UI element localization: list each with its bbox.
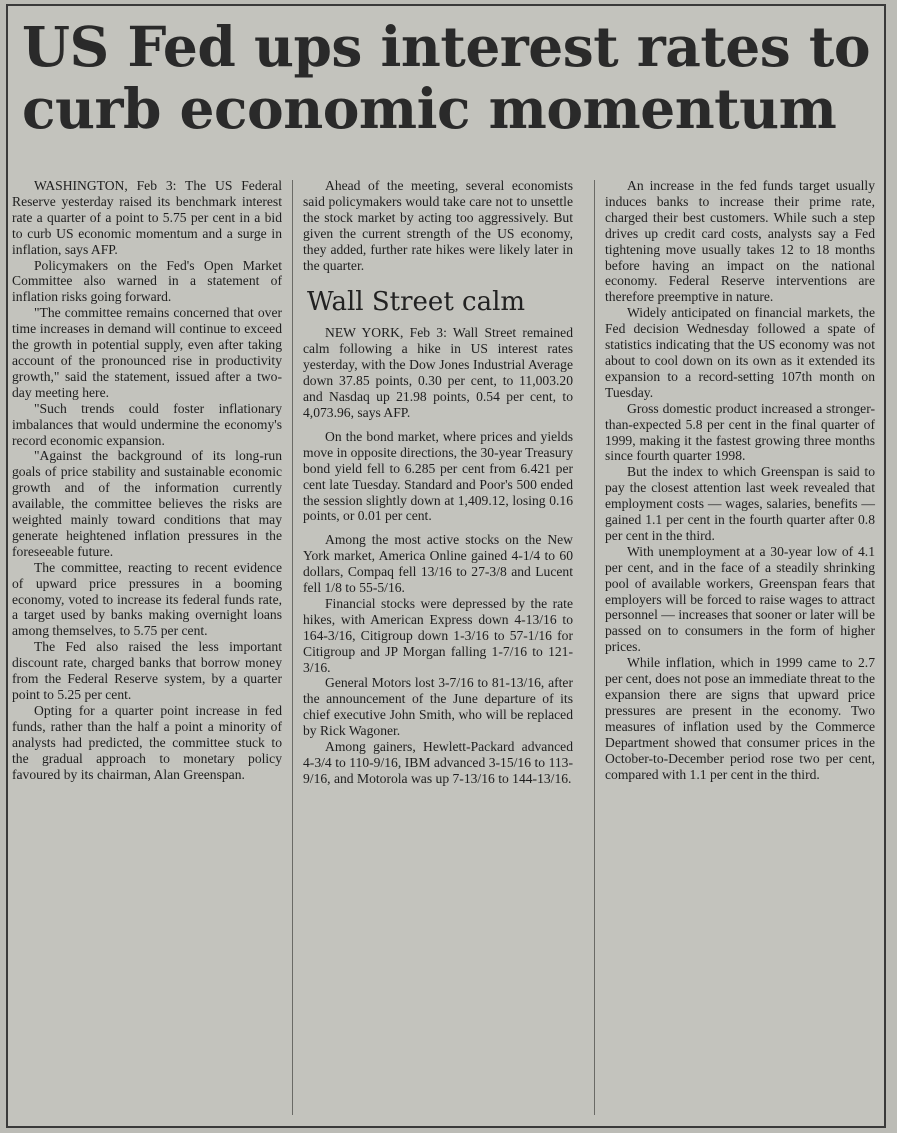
paragraph: "Such trends could foster inflationary imbalances that would undermine the economy's record economic expansion. bbox=[12, 400, 282, 448]
paragraph: Opting for a quarter point increase in fed funds, rather than the half a point a minority of analysts had predicted, the committee stuck to the gradual approach to monetary policy favoured by its chairman, Alan Greenspan. bbox=[12, 702, 282, 782]
article-column-2 bbox=[303, 178, 573, 787]
article-column-3 bbox=[605, 178, 875, 782]
paragraph: "The committee remains concerned that over time increases in demand will continue to exceed the growth in potential supply, even after taking account of the pronounced rise in productivity growth," said the statement, issued after a two-day meeting here. bbox=[12, 305, 282, 400]
paragraph: Financial stocks were depressed by the rate hikes, with American Express down 4-13/16 to 164-3/16, Citigroup down 1-3/16 to 57-1/16 for Citigroup and JP Morgan falling 1-7/16 to 121-3/16. bbox=[303, 595, 573, 675]
paragraph: Gross domestic product increased a stronger-than-expected 5.8 per cent in the final quarter of 1999, making it the fastest growing three months since fourth quarter 1998. bbox=[605, 400, 875, 464]
paragraph: NEW YORK, Feb 3: Wall Street remained calm following a hike in US interest rates yesterday, with the Dow Jones Industrial Average down 37.85 points, 0.30 per cent, to 11,003.20 and Nasdaq up 21.98 points, 0.54 per cent, to 4,073.96, says AFP. bbox=[303, 325, 573, 420]
paragraph: WASHINGTON, Feb 3: The US Federal Reserve yesterday raised its benchmark interest rate a quarter of a point to 5.75 per cent in a bid to curb US economic momentum and a surge in inflation, says AFP. bbox=[12, 178, 282, 257]
paragraph: Widely anticipated on financial markets, the Fed decision Wednesday followed a spate of statistics indicating that the US economy was not about to cool down on its own as it extended its expansion to a record-setting 107th month on Tuesday. bbox=[605, 305, 875, 400]
subheading: Wall Street calm bbox=[307, 287, 526, 318]
paragraph: General Motors lost 3-7/16 to 81-13/16, after the announcement of the June departure of its chief executive John Smith, who will be replaced by Rick Wagoner. bbox=[303, 675, 573, 739]
paragraph: With unemployment at a 30-year low of 4.1 per cent, and in the face of a steadily shrinking pool of available workers, Greenspan fears that employers will be forced to raise wages to attract personnel — increases that sooner or later will be passed on to consumers in the form of higher prices. bbox=[605, 543, 875, 655]
headline: US Fed ups interest rates to curb economic momentum bbox=[22, 14, 871, 141]
paragraph: While inflation, which in 1999 came to 2.7 per cent, does not pose an immediate threat to the expansion there are signs that upward price pressures are present in the economy. Two measures of inflation used by the Commerce Department showed that consumer prices in the October-to-December period rose two per cent, compared with 1.1 per cent in the third. bbox=[605, 655, 875, 782]
paragraph: On the bond market, where prices and yields move in opposite directions, the 30-year Treasury bond yield fell to 6.285 per cent from 6.421 per cent late Tuesday. Standard and Poor's 500 ended the session slightly down at 1,409.12, losing 0.16 points, or 0.01 per cent. bbox=[303, 428, 573, 524]
article-column-1 bbox=[12, 178, 282, 782]
paragraph: Among the most active stocks on the New York market, America Online gained 4-1/4 to 60 dollars, Compaq fell 13/16 to 27-3/8 and Lucent fell 1/8 to 55-5/16. bbox=[303, 532, 573, 596]
paragraph: An increase in the fed funds target usually induces banks to increase their prime rate, charged their best customers. While such a step drives up credit card costs, analysts say a Fed tightening move usually takes 12 to 18 months before having an impact on the national economy. Federal Reserve interventions are therefore preemptive in nature. bbox=[605, 178, 875, 305]
paragraph: "Against the background of its long-run goals of price stability and sustainable economic growth and of the information currently available, the committee believes the risks are weighted mainly toward conditions that may generate heightened inflation pressures in the foreseeable future. bbox=[12, 448, 282, 559]
paragraph: Ahead of the meeting, several economists said policymakers would take care not to unsettle the stock market by acting too aggressively. But given the current strength of the US economy, they added, further rate hikes were likely later in the quarter. bbox=[303, 178, 573, 273]
column-divider bbox=[594, 180, 595, 1115]
paragraph: Policymakers on the Fed's Open Market Committee also warned in a statement of inflation risks going forward. bbox=[12, 257, 282, 305]
paragraph: The committee, reacting to recent evidence of upward price pressures in a booming economy, voted to increase its federal funds rate, a target used by banks making overnight loans among themselves, to 5.75 per cent. bbox=[12, 559, 282, 639]
column-divider bbox=[292, 180, 293, 1115]
paragraph: Among gainers, Hewlett-Packard advanced 4-3/4 to 110-9/16, IBM advanced 3-15/16 to 113-9/16, and Motorola was up 7-13/16 to 144-13/16. bbox=[303, 739, 573, 786]
paragraph: But the index to which Greenspan is said to pay the closest attention last week revealed that employment costs — wages, salaries, benefits — gained 1.1 per cent in the fourth quarter after 0.8 per cent in the third. bbox=[605, 464, 875, 543]
paragraph: The Fed also raised the less important discount rate, charged banks that borrow money from the Federal Reserve system, by a quarter point to 5.25 per cent. bbox=[12, 639, 282, 702]
